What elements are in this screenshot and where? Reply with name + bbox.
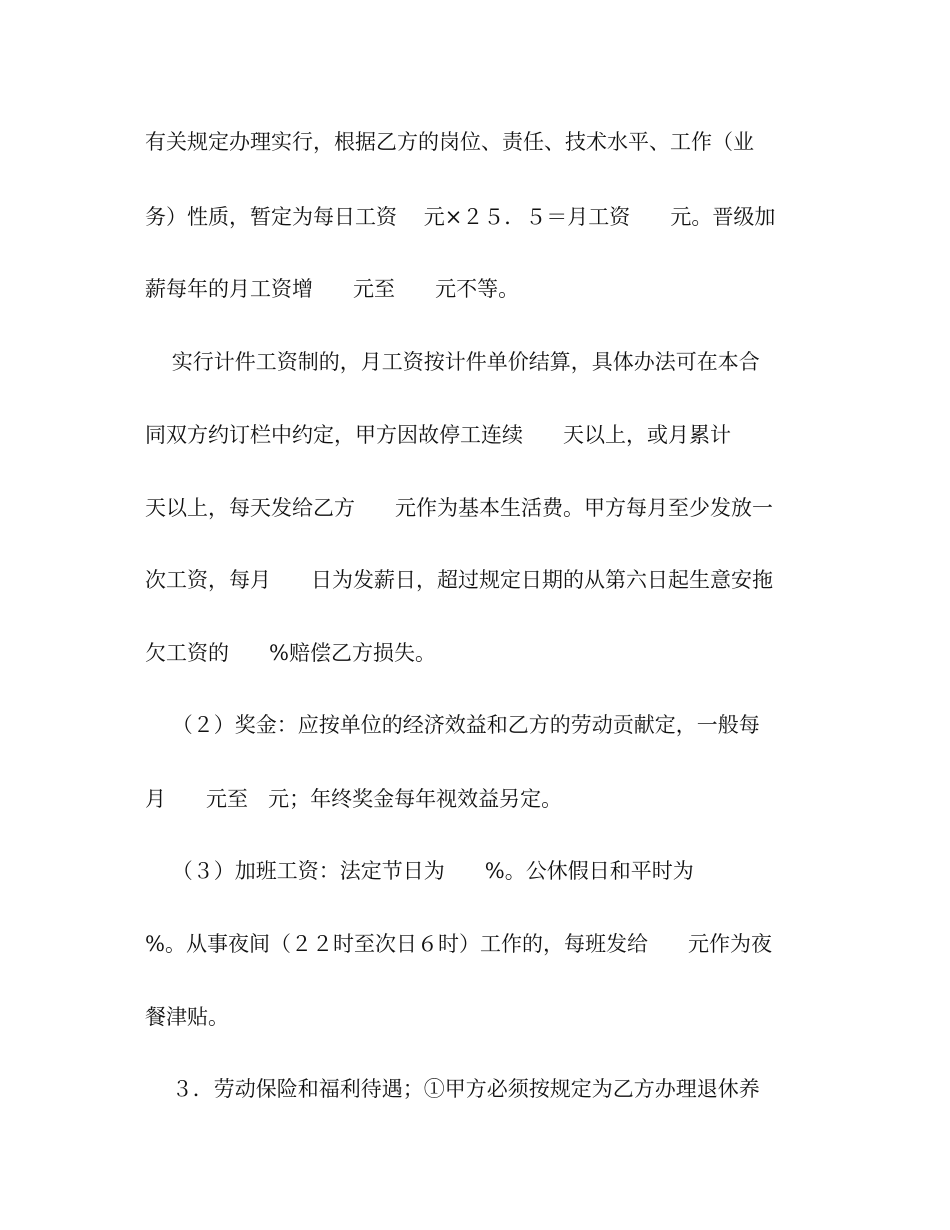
text-line: 次工资，每月 日为发薪日，超过规定日期的从第六日起生意安拖 [145, 568, 774, 592]
text-line: %。从事夜间（２２时至次日６时）工作的，每班发给 元作为夜 [145, 932, 773, 956]
text-line: （３）加班工资：法定节日为 %。公休假日和平时为 [145, 859, 694, 883]
text-line: 薪每年的月工资增 元至 元不等。 [145, 277, 520, 301]
text-line: 实行计件工资制的，月工资按计件单价结算，具体办法可在本合 [145, 350, 760, 374]
text-line: ３．劳动保险和福利待遇；①甲方必须按规定为乙方办理退休养 [145, 1077, 760, 1101]
text-line: 月 元至 元；年终奖金每年视效益另定。 [145, 787, 563, 811]
text-line: 餐津贴。 [145, 1005, 229, 1029]
text-line: （２）奖金：应按单位的经济效益和乙方的劳动贡献定，一般每 [145, 713, 760, 737]
text-line: 有关规定办理实行，根据乙方的岗位、责任、技术水平、工作（业 [145, 130, 754, 154]
text-line: 欠工资的 %赔偿乙方损失。 [145, 641, 437, 665]
text-line: 同双方约订栏中约定，甲方因故停工连续 天以上，或月累计 [145, 423, 732, 447]
text-line: 务）性质，暂定为每日工资 元×２５．５＝月工资 元。晋级加 [145, 205, 776, 229]
text-line: 天以上，每天发给乙方 元作为基本生活费。甲方每月至少发放一 [145, 496, 774, 520]
